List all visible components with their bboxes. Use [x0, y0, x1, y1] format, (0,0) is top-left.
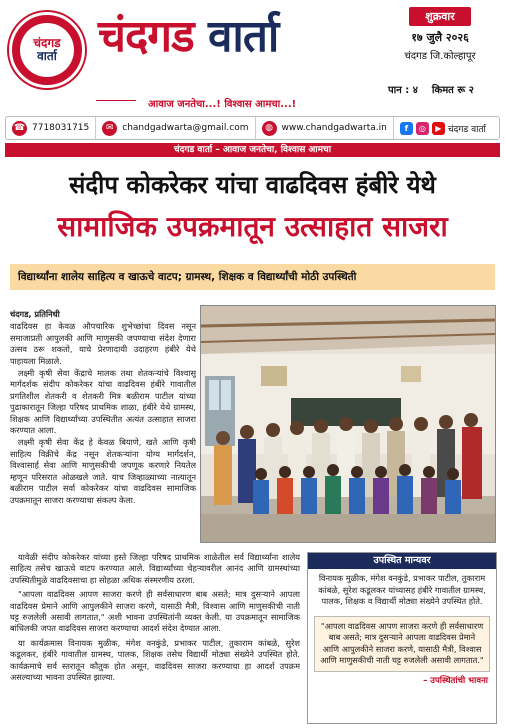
article-paragraph: लक्ष्मी कृषी सेवा केंद्राचे मालक तथा शेतकऱ्यांचे विश्वासू मार्गदर्शक संदीप कोकरेकर यांचा वाढदिवस हंबीरे गावातील प्रगतिशील शेतकरी व शेतकरी मित्र बळीराम पाटील यांच्या पुढाकारातून जिल्हा परिषद प्राथमिक शाळा, हंबीरे येथे ग्रामस्थ, शिक्षक आणि विद्यार्थ्यांच्या उपस्थितीत अत्यंत उत्साहात साजरा करण्यात आला. — [10, 368, 196, 436]
price: किमत रू २ — [431, 85, 474, 96]
logo — [9, 12, 85, 88]
byline: चंदगड, प्रतिनिधी — [10, 309, 60, 319]
article-paragraph: वाढदिवस हा केवळ औपचारिक शुभेच्छांचा दिवस नसून समाजाप्रती आपुलकी आणि माणुसकी जपण्याचा संदेश देणारा उत्सव ठरू शकतो, याचे प्रेरणादायी उदाहरण हंबीरे येथे पाहायला मिळाले. — [10, 321, 196, 366]
tagline: आवाज जनतेचा...! विश्वास आमचा...! — [148, 99, 297, 110]
newspaper-title: चंदगड वार्ता — [98, 11, 279, 62]
event-photo — [200, 305, 496, 543]
instagram-icon[interactable]: ◎ — [416, 122, 429, 135]
website-link[interactable]: ◍ www.chandgadwarta.in — [255, 117, 393, 139]
headline-line-2: सामाजिक उपक्रमातून उत्साहात साजरा — [57, 210, 448, 243]
headline-line-1: संदीप कोकरेकर यांचा वाढदिवस हंबीरे येथे — [69, 170, 436, 199]
dignitaries-title: उपस्थित मान्यवर — [308, 553, 496, 569]
page-number: पान : ४ — [388, 85, 418, 96]
logo-text-2: वार्ता — [37, 49, 57, 63]
youtube-icon[interactable]: ▶ — [432, 122, 445, 135]
contact-bar — [5, 116, 500, 140]
phone-icon: ☎ — [12, 121, 27, 136]
page-info — [388, 82, 474, 96]
slogan-band: चंदगड वार्ता – आवाज जनतेचा, विश्वास आमचा — [5, 143, 500, 157]
masthead — [0, 0, 505, 115]
quote-box: "आपला वाढदिवस आपण साजरा करणे ही सर्वसाधारण बाब असते; मात्र दुसऱ्याने आपला वाढदिवस प्रेमाने आणि आपुलकीने साजरा करणे, यासाठी मैत्री, विश्वास आणि माणुसकीची नाती घट्ट रुजलेली असावी लागतात." — [314, 616, 490, 672]
email-contact[interactable]: ✉ chandgadwarta@gmail.com — [95, 117, 254, 139]
day-badge: शुक्रवार — [409, 7, 470, 26]
quote-attribution: – उपस्थितांची भावना — [423, 675, 488, 686]
article-column-left — [10, 309, 196, 549]
tagline-rule — [96, 100, 136, 101]
article-paragraph: या कार्यक्रमास विनायक मुळीक, मंगेश वनकुंडे, प्रभाकर पाटील, तुकाराम कांबळे, सुरेश कडूलकर, हंबीरे गावातील ग्रामस्थ, पालक, शिक्षक तसेच विद्यार्थी मोठ्या संख्येने उपस्थित होते. कार्यक्रमाचे सर्व स्तरातून कौतुक होत असून, वाढदिवस साजरा करण्याचा हा आदर्श उपक्रम असल्याच्या भावना उपस्थित झाल्या. — [10, 637, 300, 683]
article-column-bottom — [10, 552, 300, 726]
globe-icon: ◍ — [262, 121, 277, 136]
students-group — [253, 464, 461, 514]
issue-date: १७ जुलै २०२६ — [411, 31, 469, 44]
email-icon: ✉ — [102, 121, 117, 136]
subheadline: विद्यार्थ्यांना शालेय साहित्य व खाऊचे वाटप; ग्रामस्थ, शिक्षक व विद्यार्थ्यांची मोठी उपस्थिती — [10, 264, 495, 290]
date-box — [385, 5, 495, 62]
article-paragraph: यावेळी संदीप कोकरेकर यांच्या हस्ते जिल्हा परिषद प्राथमिक शाळेतील सर्व विद्यार्थ्यांना शालेय साहित्य तसेच खाऊचे वाटप करण्यात आले. विद्यार्थ्यांच्या चेहऱ्यावरील आनंद आणि ग्रामस्थांच्या उपस्थितीमुळे वाढदिवसाचा हा सोहळा अधिक संस्मरणीय ठरला. — [10, 552, 300, 585]
dignitaries-box — [307, 552, 497, 724]
article-paragraph: "आपला वाढदिवस आपण साजरा करणे ही सर्वसाधारण बाब असते; मात्र दुसऱ्याने आपला वाढदिवस प्रेमाने आणि आपुलकीने साजरा करणे, यासाठी मैत्री, विश्वास आणि माणुसकीची नाती घट्ट रुजलेली असावी लागतात," अशी भावना उपस्थितांनी व्यक्त केली. या उपक्रमातून सामाजिक बांधिलकी जपत वाढदिवस साजरा करण्याचा आदर्श संदेश देण्यात आला. — [10, 589, 300, 634]
social-links: f ◎ ▶ चंदगड वार्ता — [393, 117, 492, 139]
article-paragraph: लक्ष्मी कृषी सेवा केंद्र हे केवळ बियाणे, खते आणि कृषी साहित्य विक्रीचे केंद्र नसून शेतकऱ्यांना योग्य मार्गदर्शन, विश्वासार्ह सेवा आणि माणुसकीची जपणूक करणारे नियतेल म्हणून परिसरात ओळखले जाते. याच जिव्हाळ्याच्या नात्यातून बळीराम पाटील सर्वा कोकरेकर यांचा वाढदिवस सामाजिक उपक्रमातून साजरा करण्याचा संकल्प केला. — [10, 437, 196, 505]
phone-contact[interactable]: ☎ 7718031715 — [6, 117, 95, 139]
issue-place: चंदगड जि.कोल्हापूर — [404, 51, 476, 62]
logo-text-1: चंदगड — [33, 36, 61, 50]
facebook-icon[interactable]: f — [400, 122, 413, 135]
dignitaries-list: विनायक मुळीक, मंगेश वनकुंडे, प्रभाकर पाटील, तुकाराम कांबळे, सुरेश कडूलकर यांच्यासह हंबीरे गावातील ग्रामस्थ, पालक, शिक्षक व विद्यार्थी मोठ्या संख्येने उपस्थित होते. — [318, 573, 486, 606]
